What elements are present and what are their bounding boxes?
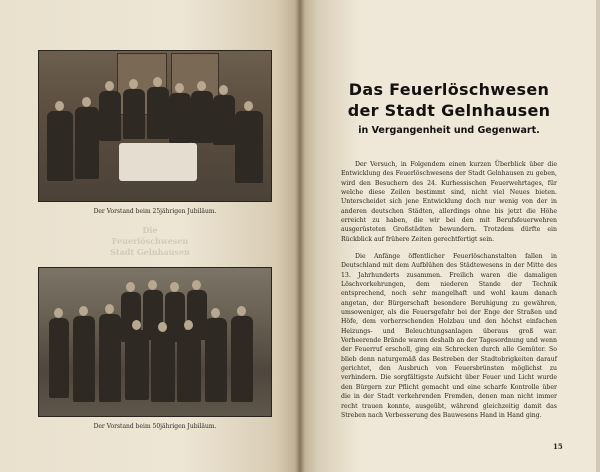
title-line-2: der Stadt Gelnhausen [347,101,551,120]
title-line-1: Das Feuerlöschwesen [348,80,550,99]
paragraph-1: Der Versuch, in Folgendem einen kurzen Überblick über die Entwicklung des Feuerlöschwesens der Stadt Gelnhausen zu geben, wird den Besuchern des 24. Kurhessischen Feuerwehrtages, für welche diese Zeilen bestimmt sind, nicht viel Neues bieten. Unterscheidet sich jene Entwicklung doch nur wenig von der in anderen deutschen Städten, allerdings ohne bis jetzt die Höhe erreicht zu haben, die wir bei den mit Berufsfeuerwehren ausgerüsteten Großstädten bewundern. Trotzdem dürfte ein Rückblick auf frühere Zeiten gerechtfertigt sein. [341,161,557,243]
photo2-caption: Der Vorstand beim 50jährigen Jubiläum. [93,423,217,430]
page-number: 15 [553,442,563,451]
photo-25-year-jubilee [38,50,272,202]
title-subline: in Vergangenheit und Gegenwart. [358,125,540,136]
bleed-through-text: Die Feuerlöschwesen Stadt Gelnhausen [110,225,190,257]
page-title [318,80,580,138]
book-gutter [295,0,305,472]
paragraph-2: Die Anfänge öffentlicher Feuerlöschanstalten fallen in Deutschland mit dem Aufblühen des Städtewesens in der Mitte des 13. Jahrhunderts zusammen. Freilich waren die damaligen Löschvorkehrungen, dem niederen Stande der Technik entsprechend, noch sehr mangelhaft und wohl kaum danach angetan, der Bürgerschaft besondere Beruhigung zu gewähren, umsoweniger, als die Feuersgefahr bei der Enge der Straßen und Höfe, dem vorherrschenden Holzbau und den höchst einfachen Heizungs- und Beleuchtungsanlagen überaus groß war. Verheerende Brände waren deshalb an der Tagesordnung und wenn der Feuerruf erscholl, ging ein Schrecken durch alle Gemüter. So blieb denn naturgemäß das Bestreben der Stadtobrigkeiten darauf gerichtet, den Ausbruch von Feuersbrünsten möglichst zu verhindern. Die sorgfältigste Aufsicht über Feuer und Licht wurde den Bürgern zur Pflicht gemacht und eine scharfe Kontrolle über die in der Stadt verkehrenden Fremden, denen man nicht immer recht trauen konnte, ausgeübt, während gleichzeitig damit das Streben nach Verbesserung des Bauwesens Hand in Hand ging. [341,253,557,419]
photo1-caption: Der Vorstand beim 25jährigen Jubiläum. [93,208,217,215]
photo-50-year-jubilee [38,267,272,417]
